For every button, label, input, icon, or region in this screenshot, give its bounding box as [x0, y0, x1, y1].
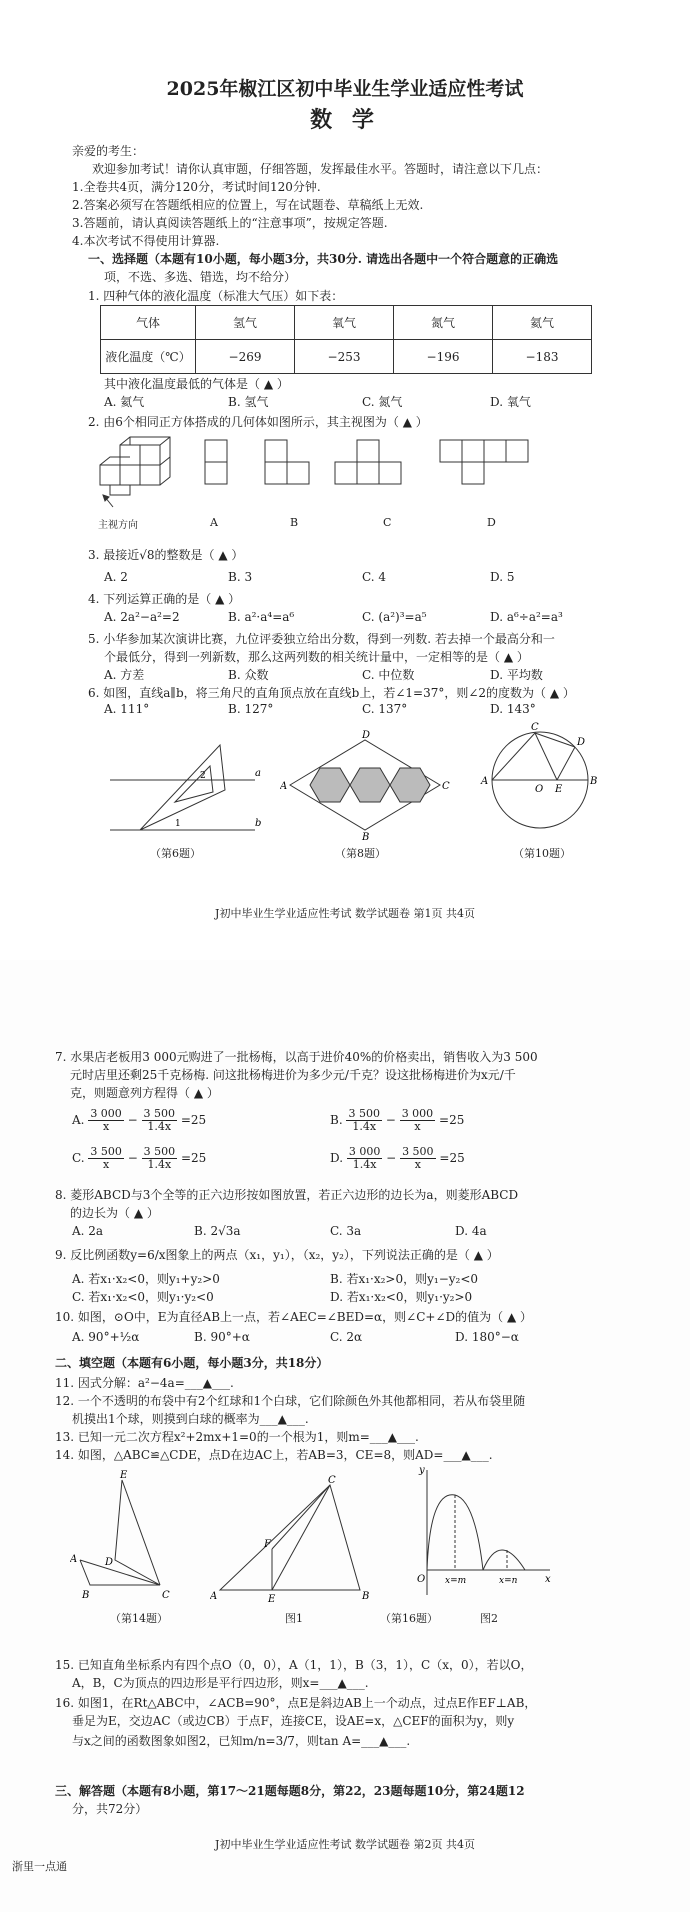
question-7-cont: 元时店里还剩25千克杨梅. 问这批杨梅进价为多少元/千克？设这批杨梅进价为x元/千 — [70, 1068, 516, 1082]
option-label: B. — [330, 1113, 343, 1127]
q1-option-b: B. 氢气 — [228, 395, 269, 409]
greeting: 亲爱的考生： — [72, 144, 145, 158]
fraction — [347, 1146, 383, 1171]
svg-text:B: B — [362, 832, 370, 840]
svg-text:O: O — [535, 784, 544, 795]
table-cell: −183 — [493, 340, 592, 374]
rhs: =25 — [439, 1151, 465, 1165]
q8-option-d: D. 4a — [455, 1224, 487, 1238]
question-13: 13. 已知一元二次方程x²+2mx+1=0的一个根为1，则m=___▲___. — [55, 1430, 419, 1444]
q2-label-view: 主视方向 — [98, 520, 138, 531]
figure-q14 — [70, 1470, 200, 1605]
svg-text:A: A — [481, 776, 489, 787]
q8-option-b: B. 2√3a — [194, 1224, 241, 1238]
caption-fig10: （第10题） — [513, 847, 571, 860]
q6-option-d: D. 143° — [490, 702, 536, 716]
svg-text:D: D — [577, 737, 586, 748]
q6-option-c: C. 137° — [362, 702, 408, 716]
svg-text:B: B — [362, 1591, 370, 1602]
numerator: 3 000 — [401, 1107, 434, 1120]
denominator: x — [414, 1158, 421, 1171]
fraction — [346, 1108, 382, 1133]
page-2-footer: J初中毕业生学业适应性考试 数学试题卷 第2页 共4页 — [215, 1838, 475, 1851]
question-7: 7. 水果店老板用3 000元购进了一批杨梅，以高于进价40%的价格卖出，销售收入为3 500 — [55, 1050, 538, 1064]
q3-option-d: D. 5 — [490, 570, 515, 584]
svg-text:B: B — [590, 776, 598, 787]
svg-text:y: y — [419, 1465, 425, 1476]
q4-option-a: A. 2a²−a²=2 — [104, 610, 180, 624]
cube-cluster-figure — [100, 437, 170, 495]
svg-text:a: a — [255, 768, 261, 779]
operator: − — [127, 1151, 138, 1165]
denominator: x — [102, 1120, 110, 1133]
q3-option-a: A. 2 — [104, 570, 128, 584]
caption-fig14: （第14题） — [110, 1612, 168, 1625]
q4-option-d: D. a⁶÷a²=a³ — [490, 610, 563, 624]
note-4: 4.本次考试不得使用计算器. — [72, 234, 220, 248]
q1-option-d: D. 氧气 — [490, 395, 531, 409]
fraction — [142, 1146, 178, 1171]
question-1-sub: 其中液化温度最低的气体是（ ▲ ） — [104, 377, 289, 391]
q7-option-a — [72, 1108, 206, 1133]
caption-fig8: （第8题） — [335, 847, 386, 860]
note-2: 2.答案必须写在答题纸相应的位置上，写在试题卷、草稿纸上无效. — [72, 198, 424, 212]
svg-text:C: C — [162, 1590, 170, 1601]
welcome-text: 欢迎参加考试！请你认真审题，仔细答题，发挥最佳水平。答题时，请注意以下几点： — [92, 162, 549, 176]
svg-text:E: E — [555, 784, 563, 795]
svg-text:E: E — [120, 1470, 128, 1481]
note-1: 1.全卷共4页，满分120分，考试时间120分钟. — [72, 180, 321, 194]
question-5: 5. 小华参加某次演讲比赛，九位评委独立给出分数，得到一列数. 若去掉一个最高分和一 — [88, 632, 555, 646]
table-row — [101, 340, 592, 374]
figure-q16-1 — [210, 1475, 380, 1605]
table-cell: −253 — [295, 340, 394, 374]
table-row — [101, 306, 592, 340]
q7-option-d — [330, 1146, 465, 1171]
question-6: 6. 如图，直线a∥b，将三角尺的直角顶点放在直线b上，若∠1=37°，则∠2的度数为（ ▲ ） — [88, 686, 575, 700]
question-14: 14. 如图，△ABC≌△CDE，点D在边AC上，若AB=3，CE=8，则AD=___▲___. — [55, 1448, 493, 1462]
question-12: 12. 一个不透明的布袋中有2个红球和1个白球，它们除颜色外其他都相同，若从布袋里随 — [55, 1394, 526, 1408]
q4-option-b: B. a²·a⁴=a⁶ — [228, 610, 295, 624]
denominator: x — [103, 1158, 110, 1171]
option-label: D. — [330, 1151, 344, 1165]
q6-option-a: A. 111° — [104, 702, 150, 716]
table-cell: 液化温度（℃） — [101, 340, 196, 374]
numerator: 3 000 — [90, 1107, 122, 1120]
question-4: 4. 下列运算正确的是（ ▲ ） — [88, 592, 241, 606]
question-8-cont: 的边长为（ ▲ ） — [70, 1206, 159, 1220]
numerator: 3 500 — [348, 1107, 380, 1120]
note-3: 3.答题前，请认真阅读答题纸上的“注意事项”，按规定答题. — [72, 216, 388, 230]
q2-label-b: B — [290, 516, 299, 529]
table-cell: −269 — [196, 340, 295, 374]
svg-text:x: x — [545, 1574, 551, 1585]
section-2-header: 二、填空题（本题有6小题，每小题3分，共18分） — [55, 1356, 329, 1370]
svg-text:x=m: x=m — [445, 1576, 467, 1586]
question-9: 9. 反比例函数y=6/x图象上的两点（x₁，y₁），（x₂，y₂），下列说法正确的是（ ▲ ） — [55, 1248, 499, 1262]
svg-text:B: B — [82, 1590, 90, 1601]
q2-label-a: A — [210, 516, 218, 529]
option-c-view — [335, 440, 401, 484]
svg-text:F: F — [264, 1539, 271, 1550]
numerator: 3 500 — [143, 1107, 176, 1120]
q4-option-c: C. (a²)³=a⁵ — [362, 610, 427, 624]
svg-text:O: O — [417, 1574, 426, 1585]
q10-option-c: C. 2α — [330, 1330, 363, 1344]
fraction — [400, 1108, 436, 1133]
figure-q10 — [475, 720, 605, 840]
question-7-cont2: 克，则题意列方程得（ ▲ ） — [70, 1086, 219, 1100]
svg-text:D: D — [105, 1557, 114, 1568]
q10-option-a: A. 90°+½α — [72, 1330, 140, 1344]
caption-fig6: （第6题） — [150, 847, 201, 860]
option-a-view — [205, 440, 227, 484]
q8-option-a: A. 2a — [72, 1224, 104, 1238]
question-16-cont2: 与x之间的函数图象如图2，已知m/n=3/7，则tan A=___▲___. — [72, 1734, 411, 1748]
caption-fig16-2: 图2 — [480, 1612, 498, 1625]
numerator: 3 000 — [348, 1145, 381, 1158]
fraction — [142, 1108, 178, 1133]
denominator: 1.4x — [352, 1158, 377, 1171]
section-3-header-cont: 分，共72分） — [72, 1802, 148, 1816]
question-16: 16. 如图1，在Rt△ABC中，∠ACB=90°，点E是斜边AB上一个动点，过点E作EF⊥AB， — [55, 1696, 537, 1710]
svg-text:x=n: x=n — [499, 1576, 518, 1586]
option-d-view — [440, 440, 528, 484]
svg-text:C: C — [328, 1475, 336, 1486]
numerator: 3 500 — [402, 1145, 434, 1158]
question-16-cont: 垂足为E，交边AC（或边CB）于点F，连接CE，设AE=x，△CEF的面积为y，则y — [72, 1714, 515, 1728]
exam-page-2 — [0, 960, 690, 1912]
rhs: =25 — [439, 1113, 465, 1127]
question-15-cont: A，B，C为顶点的四边形是平行四边形，则x=___▲___. — [72, 1676, 369, 1690]
section-1-header-cont: 项，不选、多选、错选，均不给分） — [104, 270, 297, 284]
q9-option-d: D. 若x₁·x₂<0，则y₁·y₂>0 — [330, 1290, 473, 1304]
table-cell: 氦气 — [493, 306, 592, 340]
fraction — [88, 1146, 124, 1171]
question-2: 2. 由6个相同正方体搭成的几何体如图所示，其主视图为（ ▲ ） — [88, 415, 428, 429]
page-1-footer: J初中毕业生学业适应性考试 数学试题卷 第1页 共4页 — [215, 907, 475, 920]
q9-option-a: A. 若x₁·x₂<0，则y₁+y₂>0 — [72, 1272, 220, 1286]
watermark: 浙里一点通 — [12, 1860, 67, 1873]
q10-option-d: D. 180°−α — [455, 1330, 519, 1344]
denominator: x — [414, 1120, 421, 1133]
question-3: 3. 最接近√8的整数是（ ▲ ） — [88, 548, 244, 562]
section-3-header: 三、解答题（本题有8小题，第17～21题每题8分，第22，23题每题10分，第24题12 — [55, 1784, 525, 1798]
svg-text:A: A — [280, 781, 288, 792]
question-15: 15. 已知直角坐标系内有四个点O（0，0），A（1，1），B（3，1），C（x，0），若以O， — [55, 1658, 533, 1672]
q7-option-b — [330, 1108, 464, 1133]
q9-option-b: B. 若x₁·x₂>0，则y₁−y₂<0 — [330, 1272, 479, 1286]
operator: − — [386, 1151, 397, 1165]
q1-option-c: C. 氮气 — [362, 395, 403, 409]
denominator: 1.4x — [147, 1120, 172, 1133]
q9-option-c: C. 若x₁·x₂<0，则y₁·y₂<0 — [72, 1290, 214, 1304]
figure-q6 — [105, 730, 265, 840]
svg-text:1: 1 — [175, 819, 181, 829]
option-label: C. — [72, 1151, 85, 1165]
q7-option-c — [72, 1146, 206, 1171]
exam-subject: 数 学 — [310, 107, 380, 133]
question-8: 8. 菱形ABCD与3个全等的正六边形按如图放置，若正六边形的边长为a，则菱形ABCD — [55, 1188, 519, 1202]
section-1-header: 一、选择题（本题有10小题，每小题3分，共30分. 请选出各题中一个符合题意的正确选 — [88, 252, 559, 266]
q5-option-d: D. 平均数 — [490, 668, 543, 682]
figure-q8 — [280, 730, 450, 840]
svg-text:b: b — [255, 818, 262, 829]
svg-text:2: 2 — [200, 771, 206, 781]
question-12-cont: 机摸出1个球，则摸到白球的概率为___▲___. — [72, 1412, 309, 1426]
option-label: A. — [72, 1113, 85, 1127]
svg-text:D: D — [362, 730, 371, 741]
q5-option-c: C. 中位数 — [362, 668, 415, 682]
question-1: 1. 四种气体的液化温度（标准大气压）如下表： — [88, 289, 344, 303]
q10-option-b: B. 90°+α — [194, 1330, 250, 1344]
q5-option-b: B. 众数 — [228, 668, 269, 682]
rhs: =25 — [180, 1151, 207, 1165]
caption-fig16: （第16题） — [380, 1612, 438, 1625]
table-cell: −196 — [394, 340, 493, 374]
q6-option-b: B. 127° — [228, 702, 274, 716]
caption-fig16-1: 图1 — [285, 1612, 303, 1625]
fraction — [88, 1108, 124, 1133]
numerator: 3 500 — [143, 1145, 176, 1158]
table-cell: 氧气 — [295, 306, 394, 340]
q2-label-d: D — [487, 516, 496, 529]
q2-figures — [95, 435, 615, 515]
svg-text:C: C — [531, 722, 539, 733]
svg-text:E: E — [268, 1594, 276, 1605]
q8-option-c: C. 3a — [330, 1224, 362, 1238]
gas-table — [100, 305, 592, 374]
option-b-view — [265, 440, 309, 484]
q3-option-c: C. 4 — [362, 570, 387, 584]
fraction — [400, 1146, 436, 1171]
question-10: 10. 如图，⊙O中，E为直径AB上一点，若∠AEC=∠BED=α，则∠C+∠D的值为（ ▲ ） — [55, 1310, 532, 1324]
svg-text:A: A — [70, 1554, 78, 1565]
denominator: 1.4x — [147, 1158, 172, 1171]
table-cell: 氮气 — [394, 306, 493, 340]
q3-option-b: B. 3 — [228, 570, 253, 584]
q2-label-c: C — [383, 516, 392, 529]
table-cell: 气体 — [101, 306, 196, 340]
svg-text:A: A — [210, 1591, 218, 1602]
question-11: 11. 因式分解：a²−4a=___▲___. — [55, 1376, 234, 1390]
exam-title: 2025年椒江区初中毕业生学业适应性考试 — [166, 78, 524, 100]
svg-text:C: C — [442, 781, 450, 792]
q5-option-a: A. 方差 — [104, 668, 145, 682]
numerator: 3 500 — [90, 1145, 122, 1158]
rhs: =25 — [180, 1113, 207, 1127]
question-5-cont: 个最低分，得到一列新数，那么这两列数的相关统计量中，一定相等的是（ ▲ ） — [104, 650, 529, 664]
operator: − — [127, 1113, 138, 1127]
figure-q16-2 — [415, 1465, 555, 1605]
operator: − — [385, 1113, 396, 1127]
table-cell: 氢气 — [196, 306, 295, 340]
q1-option-a: A. 氦气 — [104, 395, 145, 409]
denominator: 1.4x — [352, 1120, 377, 1133]
